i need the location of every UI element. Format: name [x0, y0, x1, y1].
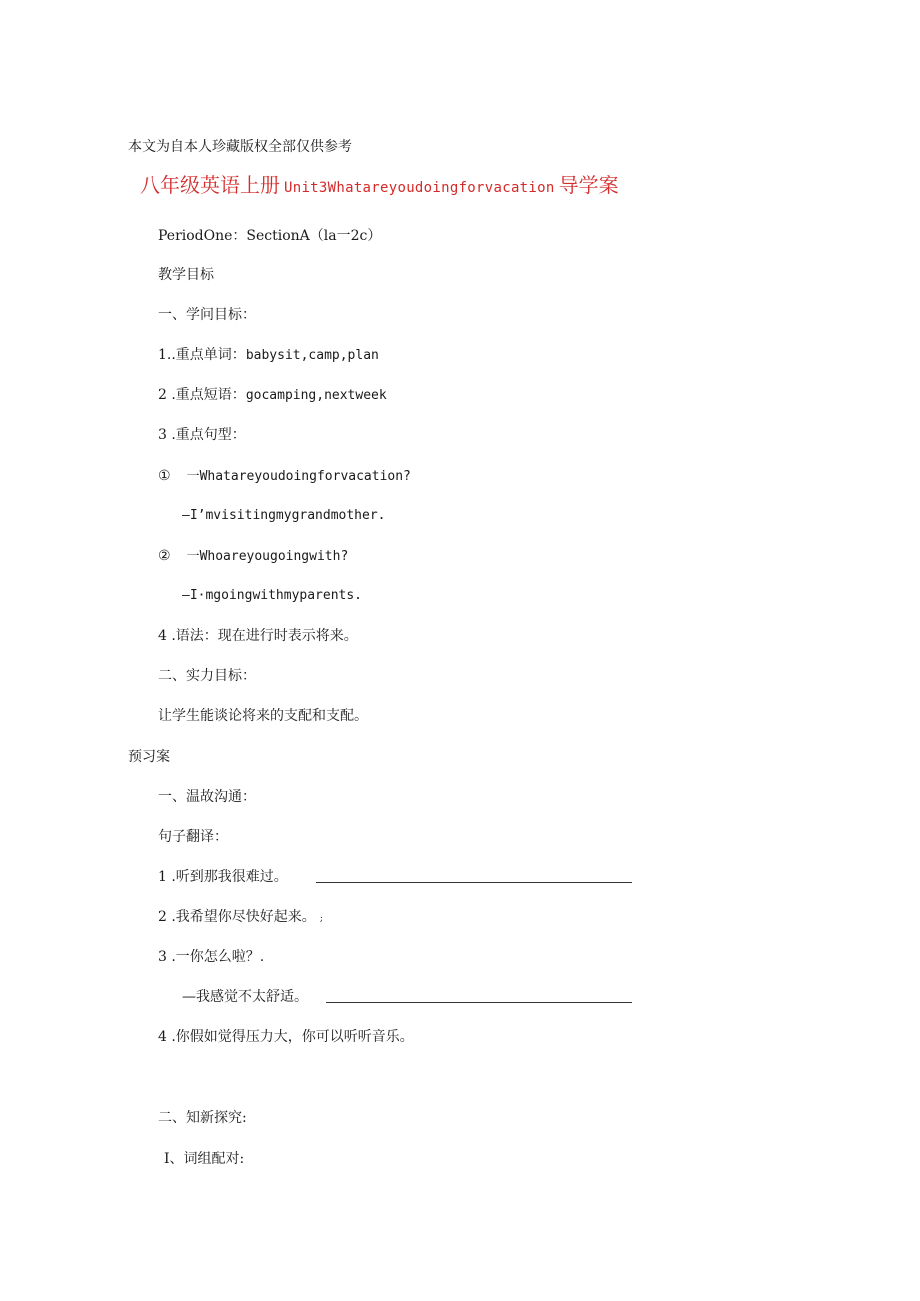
- period-line: PeriodOne：SectionA（la一2c）: [158, 228, 382, 244]
- key-phrases: [158, 386, 387, 405]
- answer-2: —I·mgoingwithmyparents.: [182, 588, 363, 603]
- ability-goals-content: 让学生能谈论将来的支配和支配。: [158, 708, 368, 724]
- review-heading: 一、温故沟通：: [158, 789, 256, 805]
- translation-item-3-answer-text: —我感觉不太舒适。: [182, 989, 308, 1005]
- answer-blank-3[interactable]: [326, 990, 632, 1003]
- translation-item-3-answer: [182, 988, 308, 1006]
- translation-subheading: 句子翻译：: [158, 829, 228, 845]
- translation-item-2: [158, 908, 323, 928]
- key-words-value: babysit,camp,plan: [245, 348, 379, 363]
- preview-heading: 预习案: [128, 749, 170, 765]
- key-phrases-value: gocamping,nextweek: [245, 388, 387, 403]
- question-2-text: 一Whoareyougoingwith?: [186, 549, 349, 564]
- explore-heading: 二、知新探究:: [158, 1110, 247, 1126]
- title-cn-suffix: 导学案: [558, 173, 619, 197]
- title-cn-prefix: 八年级英语上册: [140, 173, 280, 197]
- header-note: 本文为自本人珍藏版权全部仅供参考: [128, 139, 352, 155]
- question-2-marker: ②: [158, 548, 171, 564]
- translation-item-1-text: 1 .听到那我很难过。: [158, 869, 288, 885]
- translation-item-1: [158, 868, 288, 886]
- teaching-goals-heading: 教学目标: [158, 267, 214, 283]
- translation-item-4: 4 .你假如觉得压力大，你可以听听音乐。: [158, 1029, 414, 1045]
- translation-item-3: 3 .一你怎么啦？.: [158, 949, 265, 965]
- stray-mark: ;: [319, 914, 323, 924]
- translation-item-2-text: 2 .我希望你尽快好起来。: [158, 909, 316, 925]
- grammar-point: 4 .语法：现在进行时表示将来。: [158, 628, 358, 644]
- answer-blank-1[interactable]: [316, 870, 632, 883]
- key-sentences-label: 3 .重点句型：: [158, 427, 246, 443]
- key-words-label: 1..重点单词：: [158, 347, 246, 363]
- document-title: [140, 172, 619, 201]
- title-en: Unit3Whatareyoudoingforvacation: [284, 180, 555, 196]
- answer-1: —I’mvisitingmygrandmother.: [182, 508, 386, 523]
- question-1: [158, 467, 411, 486]
- question-2: [158, 547, 348, 566]
- key-phrases-label: 2 .重点短语：: [158, 387, 246, 403]
- key-words: [158, 346, 379, 365]
- question-1-text: 一Whatareyoudoingforvacation?: [186, 469, 411, 484]
- knowledge-goals-heading: 一、学问目标：: [158, 307, 256, 323]
- phrase-matching-heading: I、词组配对:: [164, 1151, 245, 1167]
- question-1-marker: ①: [158, 468, 171, 484]
- ability-goals-heading: 二、实力目标：: [158, 668, 256, 684]
